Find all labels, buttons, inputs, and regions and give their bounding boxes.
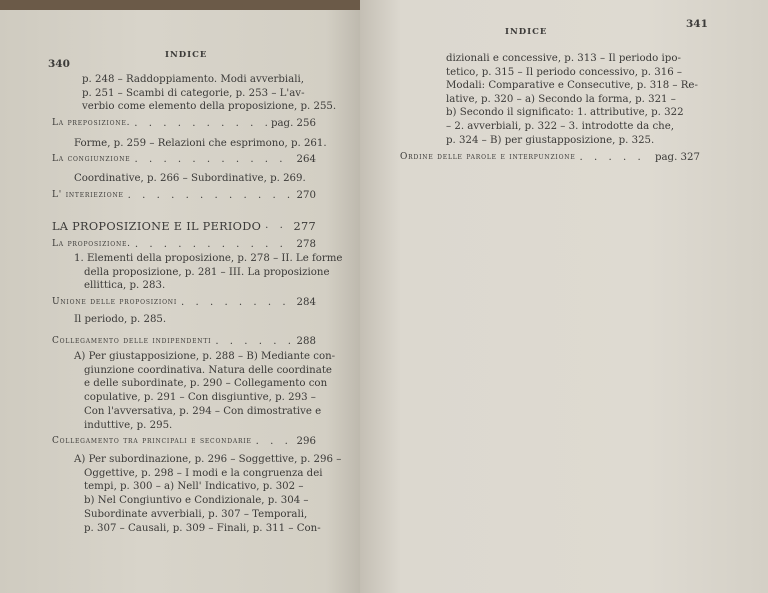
index-heading [52,118,316,129]
heading-page: 277 [293,220,316,233]
heading-title: Collegamento delle indipendenti [52,336,212,346]
index-heading [52,190,316,201]
page-number: 341 [686,18,708,30]
entry-text-line: p. 251 – Scambi di categorie, p. 253 – L'av- [82,87,305,99]
entry-text-line: b) Nel Congiuntivo e Condizionale, p. 304 – [84,495,309,507]
heading-page: 270 [296,190,316,201]
entry-text-line: induttive, p. 295. [84,419,173,431]
heading-page: 284 [296,297,316,308]
entry-text-line: ellittica, p. 283. [84,280,166,292]
index-heading [52,239,316,250]
entry-text-line: A) Per subordinazione, p. 296 – Soggettive, p. 296 – [74,454,342,465]
entry-text-line: Oggettive, p. 298 – I modi e la congruenza dei [84,467,323,479]
heading-title: La congiunzione [52,154,131,164]
index-heading [52,297,316,308]
heading-title: Unione delle proposizioni [52,297,178,307]
heading-title: LA PROPOSIZIONE E IL PERIODO [52,220,262,233]
running-header: INDICE [505,27,548,37]
entry-text-line: Modali: Comparative e Consecutive, p. 318 – Re- [446,80,698,92]
running-header: INDICE [165,50,208,60]
entry-text-line: lative, p. 320 – a) Secondo la forma, p. 321 – [446,93,676,105]
entry-text-line: verbio come elemento della proposizione, p. 255. [82,101,337,113]
index-heading [52,154,316,165]
heading-title: L' interiezione [52,190,124,200]
entry-text-line: tempi, p. 300 – a) Nell' Indicativo, p. 302 – [84,481,304,493]
heading-title: Collegamento tra principali e secondarie [52,436,252,446]
right-page [360,0,768,593]
heading-page: pag. 256 [270,118,316,129]
left-page [0,10,362,593]
entry-text-line: Il periodo, p. 285. [74,314,167,325]
entry-text-line: p. 324 – B) per giustapposizione, p. 325. [446,134,655,146]
entry-text-line: dizionali e concessive, p. 313 – Il periodo ipo- [446,53,681,64]
entry-text-line: p. 248 – Raddoppiamento. Modi avverbiali, [82,74,304,85]
entry-text-line: della proposizione, p. 281 – III. La proposizione [84,266,330,278]
heading-title: La proposizione. [52,239,131,249]
heading-title: La preposizione. [52,118,131,128]
entry-text-line: Coordinative, p. 266 – Subordinative, p. 269. [74,173,306,184]
heading-page: 264 [296,154,316,165]
page-number: 340 [48,58,70,70]
heading-title: Ordine delle parole e interpunzione [400,152,576,162]
chapter-heading [52,220,316,233]
entry-text-line: – 2. avverbiali, p. 322 – 3. introdotte da che, [446,121,674,132]
heading-page: pag. 327 [654,152,700,163]
entry-text-line: copulative, p. 291 – Con disgiuntive, p. 293 – [84,392,316,404]
index-heading [52,436,316,447]
entry-text-line: e delle subordinate, p. 290 – Collegamento con [84,378,328,390]
entry-text-line: A) Per giustapposizione, p. 288 – B) Mediante con- [74,351,336,362]
heading-page: 278 [296,239,316,250]
index-heading [52,336,316,347]
entry-text-line: giunzione coordinativa. Natura delle coordinate [84,364,332,376]
entry-text-line: b) Secondo il significato: 1. attributive, p. 322 [446,107,684,119]
entry-text-line: 1. Elementi della proposizione, p. 278 – II. Le forme [74,253,343,264]
entry-text-line: tetico, p. 315 – Il periodo concessivo, p. 316 – [446,66,683,78]
heading-page: 296 [296,436,316,447]
entry-text-line: Forme, p. 259 – Relazioni che esprimono, p. 261. [74,138,327,149]
heading-page: 288 [296,336,316,347]
index-heading [400,152,700,163]
entry-text-line: p. 307 – Causali, p. 309 – Finali, p. 311 – Con- [84,522,321,534]
entry-text-line: Con l'avversativa, p. 294 – Con dimostrative e [84,405,322,417]
entry-text-line: Subordinate avverbiali, p. 307 – Temporali, [84,508,308,520]
